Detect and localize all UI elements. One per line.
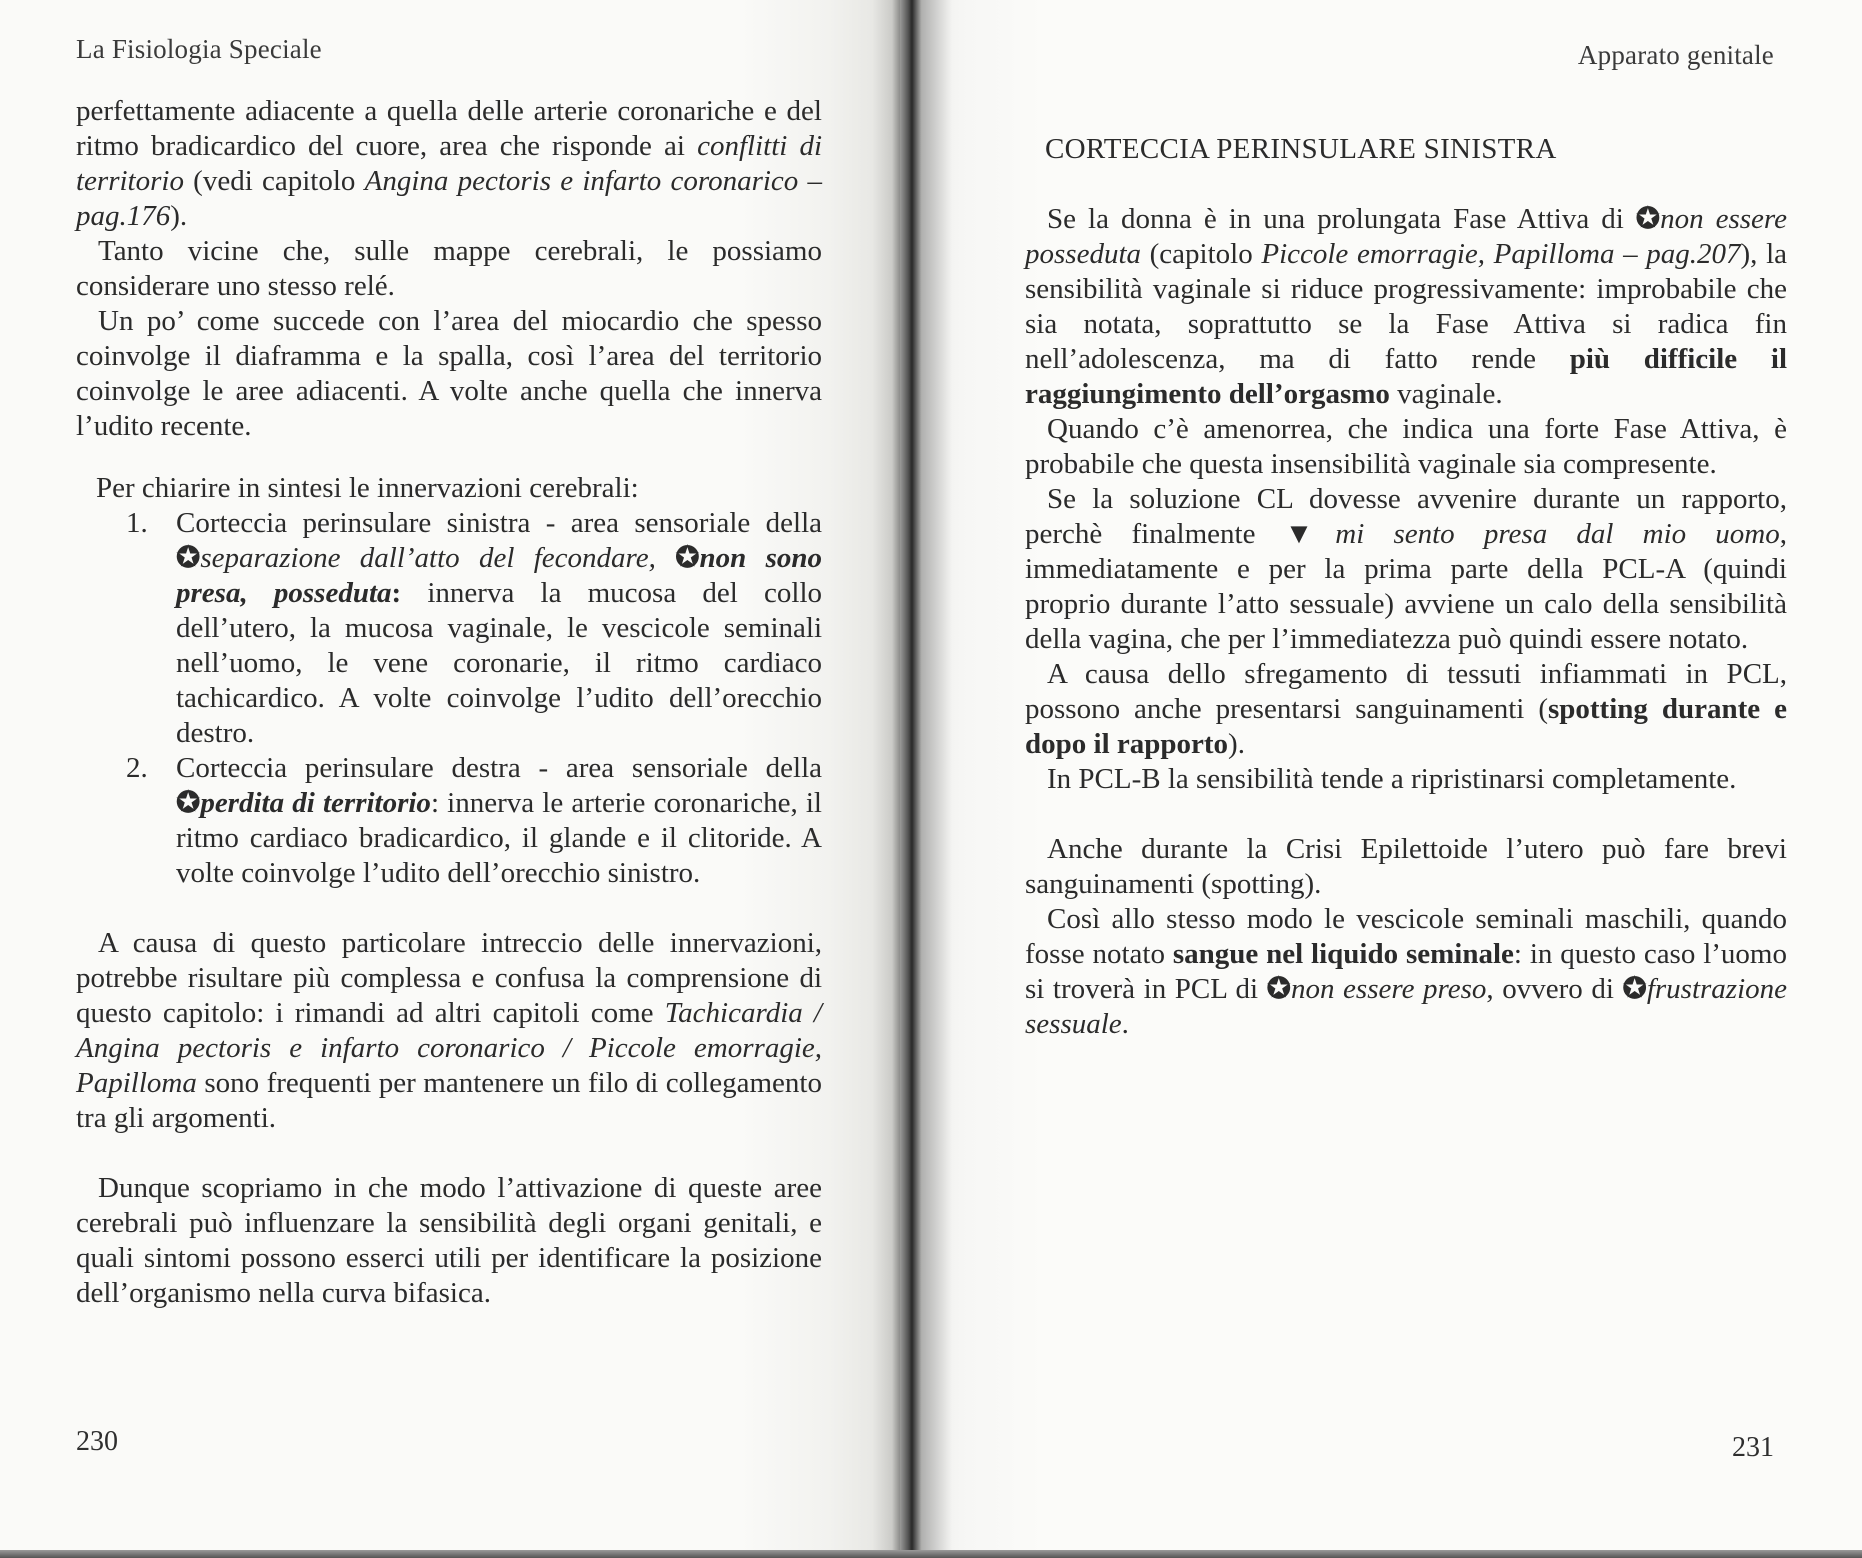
left-text-column (76, 94, 822, 1311)
list-item: 2. Corteccia perinsulare destra - area sensoriale della ✪perdita di territorio: innerva le arterie coronariche, il ritmo cardiaco bradicardico, il glande e il clitoride. A volte coinvolge l’udito dell’orecchio sinistro. (126, 752, 822, 889)
paragraph: Tanto vicine che, sulle mappe cerebrali, le possiamo considerare uno stesso relé. (76, 235, 822, 302)
paragraph: Così allo stesso modo le vescicole seminali maschili, quando fosse notato sangue nel liquido seminale: in questo caso l’uomo si troverà in PCL di ✪non essere preso, ovvero di ✪frustrazione sessuale. (1025, 903, 1788, 1040)
list-item: 1. Corteccia perinsulare sinistra - area sensoriale della ✪separazione dall’atto del fecondare, ✪non sono presa, posseduta: innerva la mucosa del collo dell’utero, la mucosa vaginale, le vescicole seminali nell’uomo, le vene coronarie, il ritmo cardiaco tachicardico. A volte coinvolge l’udito dell’orecchio destro. (126, 507, 823, 749)
page-number-right: 231 (1732, 1432, 1774, 1463)
innervation-list (76, 506, 822, 891)
paragraph: Dunque scopriamo in che modo l’attivazione di queste aree cerebrali può influenzare la sensibilità degli organi genitali, e quali sintomi possono esserci utili per identificare la posizione dell’organismo nella curva bifasica. (76, 1172, 822, 1309)
paragraph: Se la donna è in una prolungata Fase Attiva di ✪non essere posseduta (capitolo Piccole emorragie, Papilloma – pag.207), la sensibilità vaginale si riduce progressivamente: improbabile che sia notata, soprattutto se la Fase Attiva si radica fin nell’adolescenza, ma di fatto rende più difficile il raggiungimento dell’orgasmo vaginale. (1025, 203, 1788, 410)
conflict-symbol-icon: ✪ (176, 542, 201, 574)
running-head-right: Apparato genitale (1577, 40, 1774, 70)
conflict-symbol-icon: ✪ (1635, 203, 1661, 235)
paragraph: A causa dello sfregamento di tessuti infiammati in PCL, possono anche presentarsi sanguinamenti (spotting durante e dopo il rapporto). (1025, 658, 1787, 760)
paragraph: In PCL-B la sensibilità tende a ripristinarsi completamente. (1047, 763, 1737, 795)
paragraph: Un po’ come succede con l’area del miocardio che spesso coinvolge il diaframma e la spalla, così l’area del territorio coinvolge le aree adiacenti. A volte anche quella che innerva l’udito recente. (76, 305, 822, 442)
section-heading: CORTECCIA PERINSULARE SINISTRA (1045, 133, 1557, 165)
right-text-column (1025, 132, 1787, 1042)
book-gutter (872, 0, 952, 1552)
conflict-symbol-icon: ✪ (1622, 973, 1647, 1005)
scan-bottom-edge (0, 1550, 1862, 1558)
right-page (910, 0, 1862, 1552)
paragraph: Anche durante la Crisi Epilettoide l’utero può fare brevi sanguinamenti (spotting). (1025, 833, 1787, 900)
running-head-left: La Fisiologia Speciale (76, 34, 322, 64)
conflict-symbol-icon: ✪ (176, 787, 201, 819)
paragraph: A causa di questo particolare intreccio delle innervazioni, potrebbe risultare più complessa e confusa la comprensione di questo capitolo: i rimandi ad altri capitoli come Tachicardia / Angina pectoris e infarto coronarico / Piccole emorragie, Papilloma sono frequenti per mantenere un filo di collegamento tra gli argomenti. (76, 927, 822, 1134)
left-page (0, 0, 900, 1552)
paragraph: Quando c’è amenorrea, che indica una forte Fase Attiva, è probabile che questa insensibilità vaginale sia compresente. (1025, 413, 1787, 480)
list-intro: Per chiarire in sintesi le innervazioni cerebrali: (96, 472, 639, 504)
solution-triangle-icon: ▼ (1284, 518, 1336, 550)
paragraph: perfettamente adiacente a quella delle arterie coronariche e del ritmo bradicardico del cuore, area che risponde ai conflitti di territorio (vedi capitolo Angina pectoris e infarto coronarico – pag.176). (76, 95, 823, 232)
conflict-symbol-icon: ✪ (1266, 973, 1291, 1005)
page-number-left: 230 (76, 1426, 118, 1457)
paragraph: Se la soluzione CL dovesse avvenire durante un rapporto, perchè finalmente ▼mi sento presa dal mio uomo, immediatamente e per la prima parte della PCL-A (quindi proprio durante l’atto sessuale) avviene un calo della sensibilità della vagina, che per l’immediatezza può quindi essere notato. (1025, 483, 1788, 655)
conflict-symbol-icon: ✪ (675, 542, 700, 574)
